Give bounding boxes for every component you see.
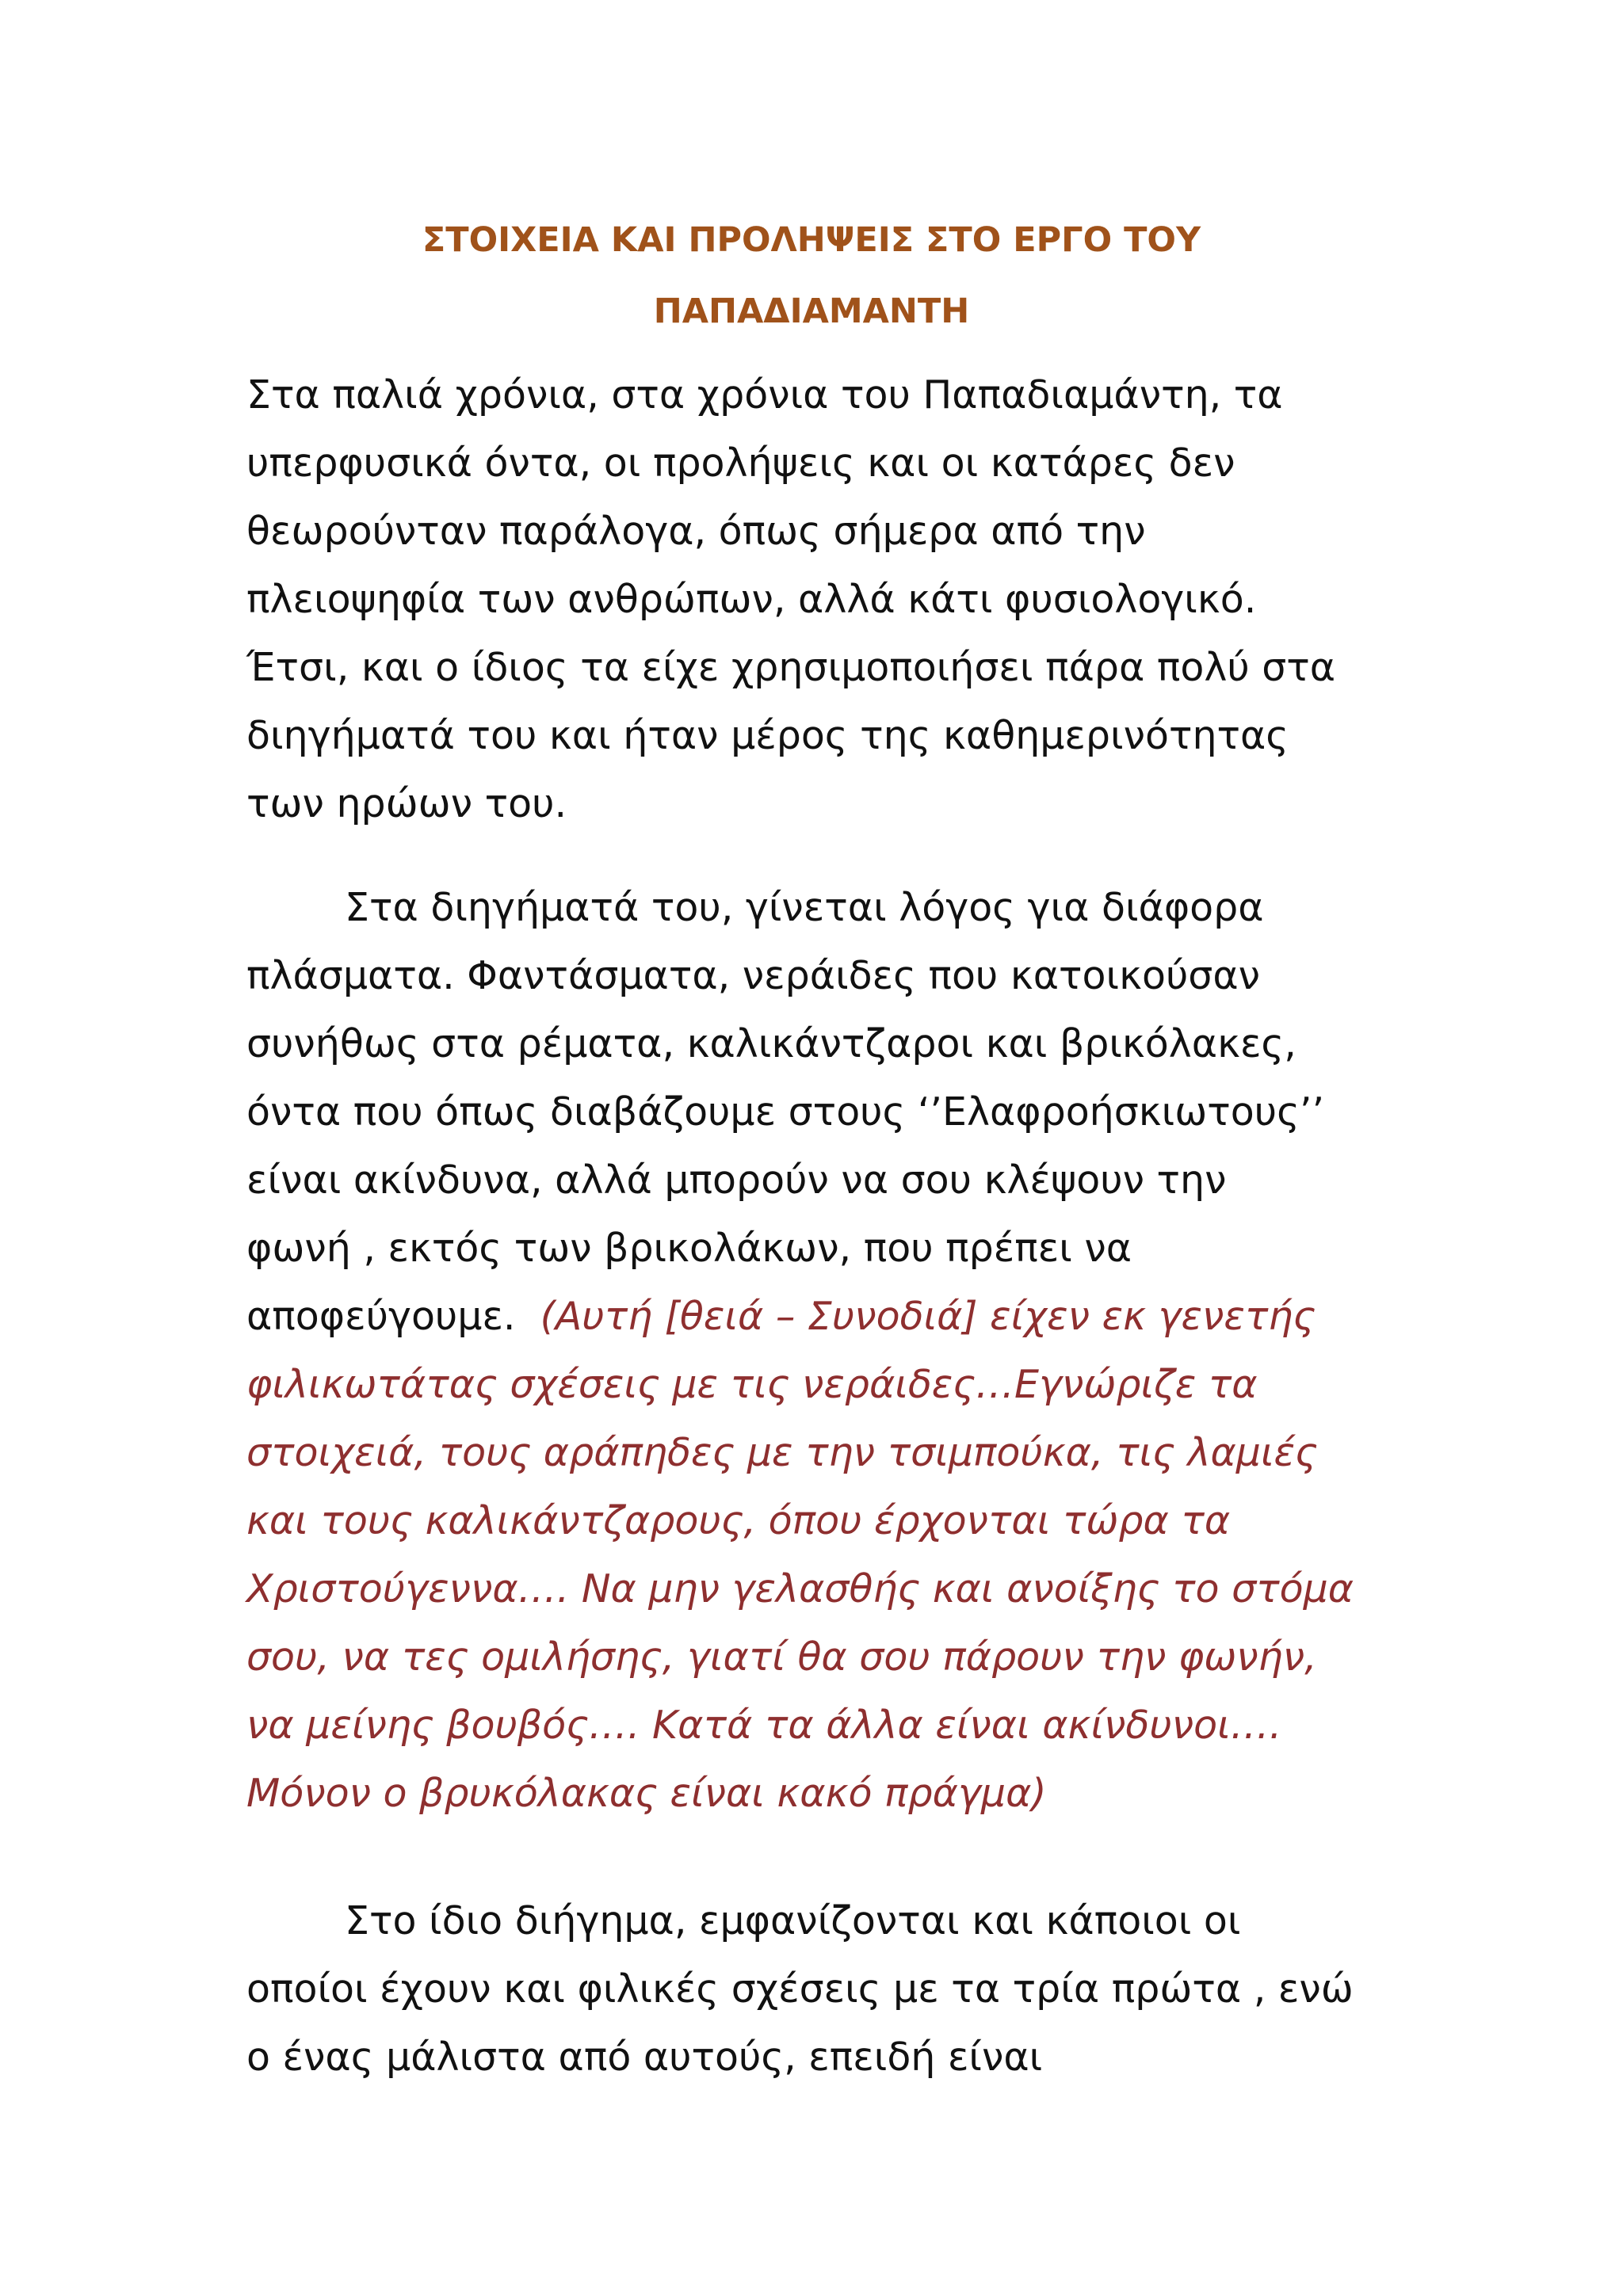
paragraph-line: Στο ίδιο διήγημα, εμφανίζονται και κάποιοι οι xyxy=(345,1898,1241,1943)
quote-text-start: (Αυτή [θειά – Συνοδιά] είχεν εκ γενετής xyxy=(540,1294,1316,1339)
paragraph-line: Στα παλιά χρόνια, στα χρόνια του Παπαδιαμάντη, τα xyxy=(246,372,1283,418)
paragraph-line: πλάσματα. Φαντάσματα, νεράιδες που κατοικούσαν xyxy=(246,953,1261,998)
paragraph-line: όντα που όπως διαβάζουμε στους ‘’Ελαφροήσκιωτους’’ xyxy=(246,1089,1325,1135)
plain-text: αποφεύγουμε. xyxy=(246,1294,540,1339)
paragraph-line: Στα διηγήματά του, γίνεται λόγος για διάφορα xyxy=(345,885,1264,930)
quote-line: να μείνης βουβός…. Κατά τα άλλα είναι ακίνδυνοι…. xyxy=(246,1703,1282,1748)
paragraph-line-mixed xyxy=(246,1283,1388,1351)
paragraph-1 xyxy=(246,361,1388,838)
quote-line: και τους καλικάντζαρους, όπου έρχονται τώρα τα xyxy=(246,1498,1231,1543)
paragraph-line: των ηρώων του. xyxy=(246,781,567,826)
paragraph-line: συνήθως στα ρέματα, καλικάντζαροι και βρικόλακες, xyxy=(246,1021,1296,1066)
title-line-2: ΠΑΠΑΔΙΑΜΑΝΤΗ xyxy=(653,292,970,331)
document-title xyxy=(0,204,1623,347)
quote-line: Χριστούγεννα…. Να μην γελασθής και ανοίξης το στόμα xyxy=(246,1566,1354,1611)
paragraph-line: Έτσι, και ο ίδιος τα είχε χρησιμοποιήσει πάρα πολύ στα xyxy=(246,645,1336,690)
paragraph-2 xyxy=(246,874,1388,1828)
quote-line: στοιχειά, τους αράπηδες με την τσιμπούκα, τις λαμιές xyxy=(246,1430,1318,1475)
quote-line: σου, να τες ομιλήσης, γιατί θα σου πάρουν την φωνήν, xyxy=(246,1634,1317,1680)
title-line-1: ΣΤΟΙΧΕΙΑ ΚΑΙ ΠΡΟΛΗΨΕΙΣ ΣΤΟ ΕΡΓΟ ΤΟΥ xyxy=(422,220,1201,260)
paragraph-line: είναι ακίνδυνα, αλλά μπορούν να σου κλέψουν την xyxy=(246,1158,1227,1203)
quote-line: φιλικωτάτας σχέσεις με τις νεράιδες…Εγνώριζε τα xyxy=(246,1362,1258,1407)
paragraph-line: υπερφυσικά όντα, οι προλήψεις και οι κατάρες δεν xyxy=(246,441,1235,486)
paragraph-line: φωνή , εκτός των βρικολάκων, που πρέπει να xyxy=(246,1226,1132,1271)
paragraph-line: οποίοι έχουν και φιλικές σχέσεις με τα τρία πρώτα , ενώ xyxy=(246,1966,1354,2012)
quote-line: Μόνον ο βρυκόλακας είναι κακό πράγμα) xyxy=(246,1771,1047,1816)
paragraph-line: πλειοψηφία των ανθρώπων, αλλά κάτι φυσιολογικό. xyxy=(246,577,1257,622)
paragraph-line: ο ένας μάλιστα από αυτούς, επειδή είναι xyxy=(246,2035,1043,2080)
paragraph-3 xyxy=(246,1887,1388,2092)
paragraph-line: θεωρούνταν παράλογα, όπως σήμερα από την xyxy=(246,509,1146,554)
paragraph-line: διηγήματά του και ήταν μέρος της καθημερινότητας xyxy=(246,713,1289,758)
